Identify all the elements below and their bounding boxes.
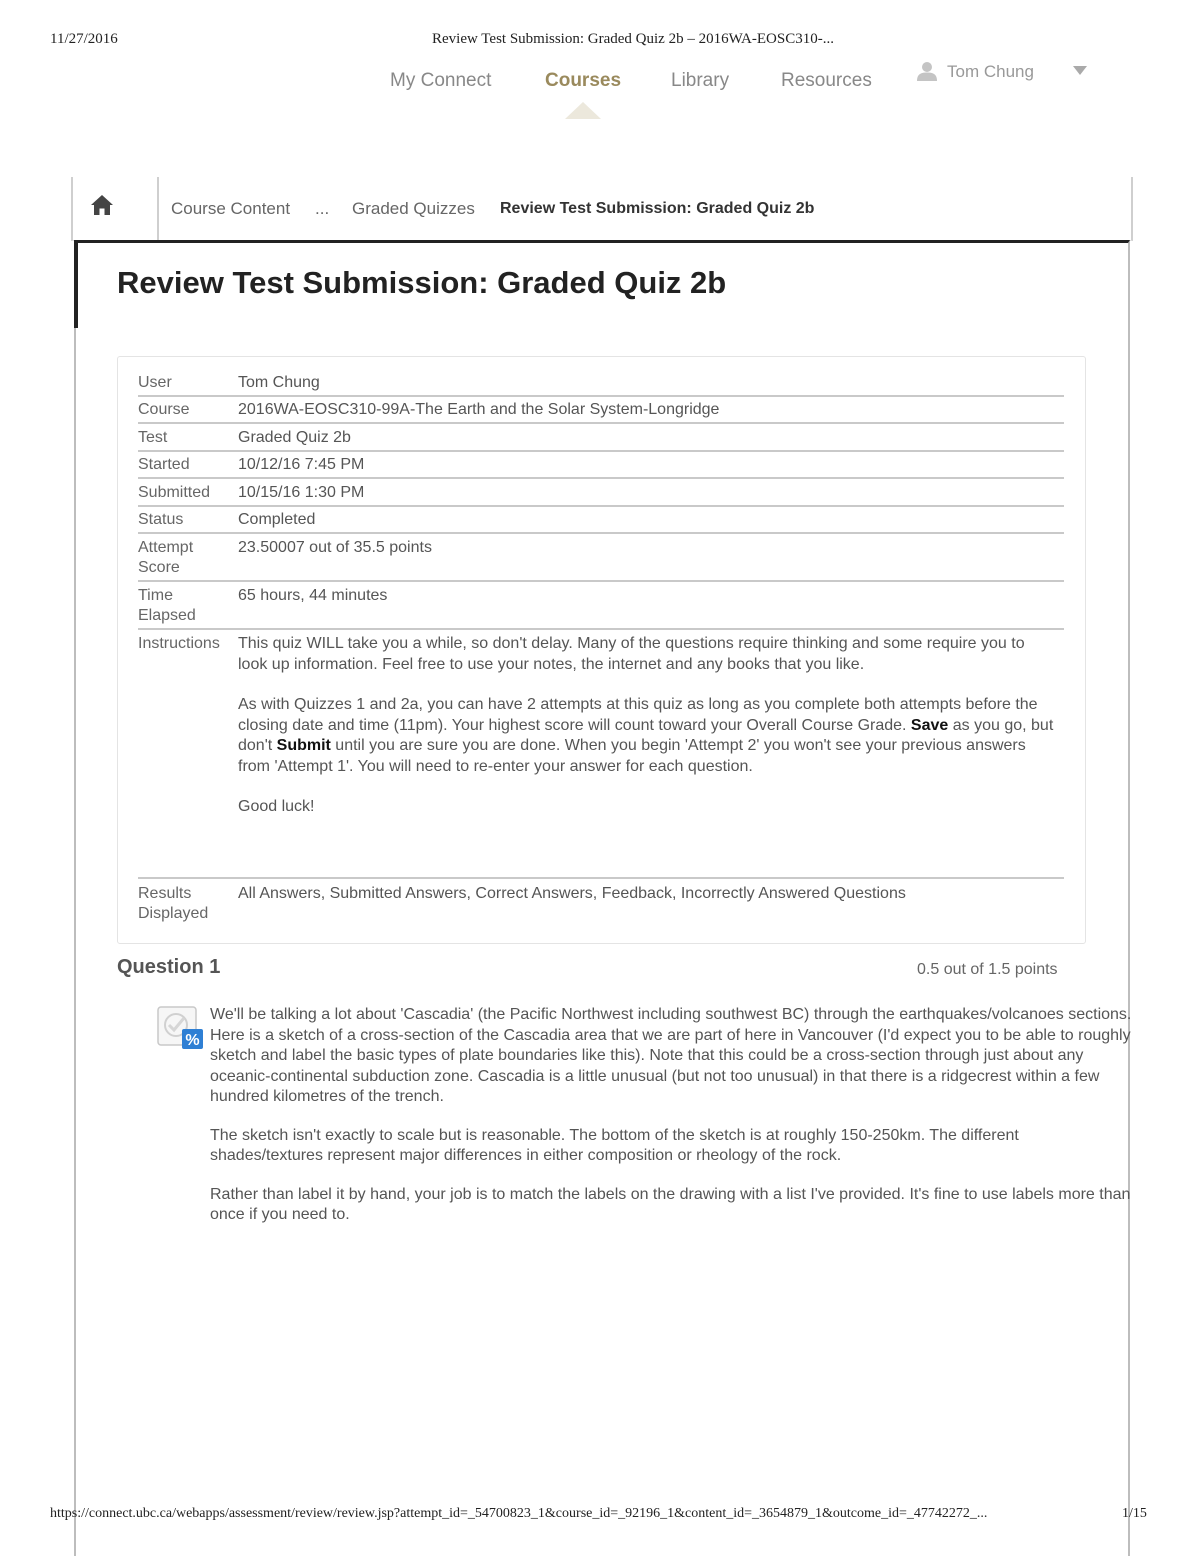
detail-value-user: Tom Chung — [238, 374, 320, 391]
detail-label: Attempt Score — [138, 539, 194, 576]
detail-row-started — [138, 455, 1064, 479]
detail-row-instructions — [138, 634, 1064, 879]
detail-value-instructions — [238, 634, 1058, 838]
user-name: Tom Chung — [947, 62, 1034, 81]
detail-label: Test — [138, 429, 168, 446]
breadcrumb-current: Review Test Submission: Graded Quiz 2b — [500, 200, 815, 217]
detail-value-time-elapsed: 65 hours, 44 minutes — [238, 587, 388, 604]
question-paragraph: We'll be talking a lot about 'Cascadia' (the Pacific Northwest including southwest BC) through the earthquakes/volcanoes sections. Here is a sketch of a cross-section of the Cascadia area that we are part of here in Vancouver (I'd expect you to be able to roughly sketch and label the basic types of plate boundaries like this). Note that this could be a cross-section through just about any oceanic-continental subduction zone. Cascadia is a little unusual (but not too unusual) in that there is a ridgecrest within a few hundred kilometres of the trench. — [210, 1006, 1132, 1105]
chevron-down-icon[interactable] — [1073, 66, 1087, 75]
svg-text:%: % — [185, 1032, 200, 1049]
nav-my-connect[interactable]: My Connect — [390, 70, 492, 91]
question-paragraph: Rather than label it by hand, your job is to match the labels on the drawing with a list I've provided. It's fine to use labels more than once if you need to. — [210, 1185, 1131, 1223]
detail-value-test: Graded Quiz 2b — [238, 429, 351, 446]
detail-value-started: 10/12/16 7:45 PM — [238, 456, 365, 473]
detail-value-score: 23.50007 out of 35.5 points — [238, 539, 432, 556]
detail-row-test — [138, 428, 1064, 452]
home-icon — [90, 194, 114, 216]
instructions-paragraph — [238, 695, 1058, 777]
print-date: 11/27/2016 — [50, 31, 118, 47]
instructions-paragraph: This quiz WILL take you a while, so don't delay. Many of the questions require thinking and some require you to look up information. Feel free to use your notes, the internet and any books that you like. — [238, 635, 1025, 673]
detail-label: Results Displayed — [138, 885, 209, 922]
nav-resources[interactable]: Resources — [781, 70, 872, 91]
print-url: https://connect.ubc.ca/webapps/assessment/review/review.jsp?attempt_id=_54700823_1&course_id=_92196_1&content_id=_3654879_1&outcome_id=_47742272_... — [50, 1506, 988, 1521]
question-title: Question 1 — [117, 956, 221, 978]
detail-label: Submitted — [138, 484, 211, 501]
detail-label: User — [138, 374, 172, 391]
print-page-number: 1/15 — [1122, 1506, 1147, 1521]
user-icon — [916, 60, 938, 82]
detail-label: Started — [138, 456, 190, 473]
nav-courses[interactable]: Courses — [545, 70, 622, 91]
active-tab-indicator — [565, 102, 601, 119]
instructions-text: until you are sure you are done. When you begin 'Attempt 2' you won't see your previous answers from 'Attempt 1'. You will need to re-enter your answer for each question. — [238, 737, 1026, 775]
detail-row-status — [138, 510, 1064, 534]
detail-value-submitted: 10/15/16 1:30 PM — [238, 484, 365, 501]
instructions-submit-emphasis: Submit — [276, 737, 331, 754]
breadcrumb — [71, 177, 1133, 241]
detail-label: Time Elapsed — [138, 587, 196, 624]
detail-value-results-displayed: All Answers, Submitted Answers, Correct Answers, Feedback, Incorrectly Answered Questions — [238, 885, 906, 902]
instructions-text: as you go, but don't — [238, 716, 1054, 754]
detail-value-status: Completed — [238, 511, 316, 528]
detail-label: Instructions — [138, 635, 220, 652]
breadcrumb-ellipsis[interactable]: ... — [315, 199, 330, 218]
instructions-text: As with Quizzes 1 and 2a, you can have 2 attempts at this quiz as long as you complete both attempts before the closing date and time (11pm). Your highest score will count toward your Overall Course Grade. — [238, 696, 1038, 734]
detail-row-time-elapsed — [138, 586, 1064, 630]
nav-library[interactable]: Library — [671, 70, 730, 91]
detail-row-score — [138, 538, 1064, 582]
question-paragraph: The sketch isn't exactly to scale but is reasonable. The bottom of the sketch is at roughly 150-250km. The different shades/textures represent major differences in either composition or rheology of the rock. — [210, 1126, 1019, 1164]
instructions-save-emphasis: Save — [910, 716, 949, 734]
page-title: Review Test Submission: Graded Quiz 2b — [117, 265, 727, 300]
detail-row-course — [138, 400, 1064, 424]
detail-label: Course — [138, 401, 190, 418]
instructions-paragraph: Good luck! — [238, 798, 315, 815]
breadcrumb-course-content[interactable]: Course Content — [171, 199, 291, 218]
question-text — [210, 1005, 1135, 1244]
partial-credit-icon — [157, 1004, 205, 1050]
title-accent-bar — [74, 240, 78, 328]
breadcrumb-graded-quizzes[interactable]: Graded Quizzes — [352, 199, 475, 218]
breadcrumb-home[interactable] — [73, 177, 159, 240]
detail-label: Status — [138, 511, 184, 528]
detail-row-results-displayed — [138, 884, 1064, 926]
detail-value-course: 2016WA-EOSC310-99A-The Earth and the Solar System-Longridge — [238, 401, 720, 418]
question-points: 0.5 out of 1.5 points — [917, 961, 1058, 978]
print-title: Review Test Submission: Graded Quiz 2b – 2016WA-EOSC310-... — [432, 31, 834, 47]
detail-row-submitted — [138, 483, 1064, 507]
detail-row-user — [138, 373, 1064, 397]
